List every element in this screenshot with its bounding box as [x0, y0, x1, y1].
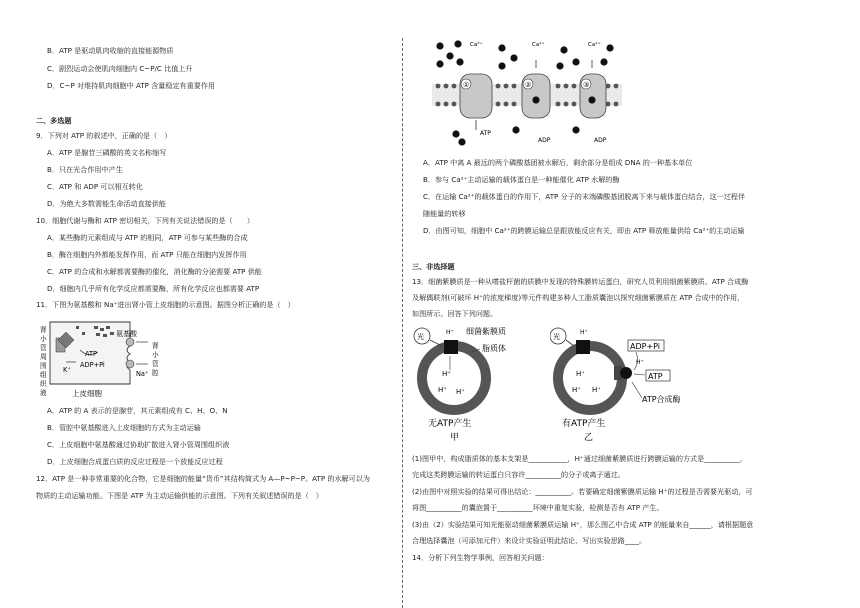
q12-stem-line2: 物质的主动运输功能。下图是 ATP 为主动运输供能的示意图。下列有关叙述错误的是（ ）: [36, 491, 323, 500]
q10-option-b: B．酶在细胞内外都能发挥作用，而 ATP 只能在细胞内发挥作用: [47, 250, 247, 259]
svg-text:腔: 腔: [152, 369, 159, 377]
q12-option-c-cont: 随能量的转移: [423, 209, 466, 218]
q11-stem: 11．下图为氨基酸和 Na⁺进出肾小管上皮细胞的示意图。据图分析正确的是（ ）: [36, 300, 295, 309]
q13b-h-right: H⁺: [636, 359, 644, 366]
svg-text:肾: 肾: [152, 342, 159, 350]
q13b-adp: ADP+Pi: [630, 342, 661, 351]
q12-option-c: C．在运输 Ca²⁺的载体蛋白的作用下，ATP 分子的末端磷酸基团脱离下来与载体蛋白结合，这一过程伴: [423, 192, 746, 201]
svg-text:小: 小: [40, 335, 47, 343]
q11-option-b: B．管腔中氨基酸进入上皮细胞的方式为主动运输: [47, 423, 201, 432]
column-divider: [402, 38, 403, 608]
q13a-h-in2: H⁺: [438, 386, 447, 394]
q8-option-b: B．ATP 是驱动肌肉收缩的直接能源物质: [47, 46, 174, 55]
q13b-result: 有ATP产生: [562, 419, 606, 429]
q9-option-b: B．只在光合作用中产生: [47, 165, 123, 174]
q13a-h-in3: H⁺: [456, 388, 465, 396]
q12-atp-label: ATP: [480, 130, 491, 137]
q11-adp-label: ADP+Pi: [80, 361, 105, 369]
svg-text:围: 围: [40, 362, 47, 370]
q12-option-b: B．参与 Ca²⁺主动运输的载体蛋白是一种能催化 ATP 水解的酶: [423, 175, 620, 184]
q13b-h-in1: H⁺: [576, 370, 585, 378]
q11-caption: 上皮细胞: [72, 389, 102, 398]
q13b-h-in2: H⁺: [572, 386, 581, 394]
q13-sub1-line1: (1)图甲中，构成脂质体的基本支架是___________，H⁺通过细菌紫膜质进行跨膜运输的方式是__________，: [412, 454, 747, 463]
q9-option-d: D．为绝大多数需能生命活动直接供能: [47, 199, 166, 208]
q13b-h-top: H⁺: [580, 329, 588, 336]
q12-adp-label-1: ADP: [538, 137, 551, 144]
q11-left-label-1: 肾: [40, 326, 47, 334]
q11-option-c: C．上皮细胞中氨基酸通过协助扩散进入肾小管周围组织液: [47, 440, 230, 449]
q12-ion-label-1: Ca²⁺: [470, 42, 483, 48]
q13-sub3-line1: (3)由（2）实验结果可知光能驱动细菌紫膜质运输 H⁺，那么图乙中合成 ATP 的能量来自______，请根据题意: [412, 520, 754, 529]
q13a-h-in1: H⁺: [442, 370, 451, 378]
q12-ion-label-3: Ca²⁺: [588, 42, 601, 48]
q8-option-c: C．剧烈运动会使肌肉细胞内 C~P/C 比值上升: [47, 64, 193, 73]
q12-label-3: ③: [583, 81, 590, 89]
q13b-tag: 乙: [584, 433, 594, 443]
q13a-liposome: 脂质体: [482, 344, 506, 353]
q12-label-1: ①: [463, 81, 470, 89]
svg-text:小: 小: [152, 351, 159, 359]
q9-option-c: C．ATP 和 ADP 可以相互转化: [47, 182, 143, 191]
q13a-light: 光: [417, 333, 424, 341]
q13b-enzyme: ATP合成酶: [642, 395, 681, 404]
svg-text:管: 管: [152, 360, 159, 368]
svg-text:组: 组: [40, 371, 47, 379]
q11-atp-label: ATP: [85, 350, 98, 358]
q14-stem: 14．分析下列生物学事例，回答相关问题：: [412, 553, 549, 562]
q12-figure-calcium-pump: [432, 38, 622, 148]
q13a-h-top: H⁺: [446, 329, 454, 336]
q13b-light: 光: [553, 333, 560, 341]
q10-stem: 10．细胞代谢与酶和 ATP 密切相关，下列有关说法错误的是（ ）: [36, 216, 254, 225]
q9-stem: 9．下列对 ATP 的叙述中，正确的是（ ）: [36, 131, 172, 140]
svg-text:织: 织: [40, 380, 47, 388]
q13-stem-line2: 及解偶联剂(可破坏 H⁺的浓度梯度)等元件构建多种人工脂质囊泡以探究细菌紫膜质在 ATP 合成中的作用，: [412, 293, 745, 302]
q13a-result: 无ATP产生: [428, 419, 472, 429]
q13-figure-a: [412, 322, 562, 446]
q13a-tag: 甲: [450, 433, 460, 443]
q11-na-label: Na⁺: [136, 370, 149, 378]
q12-adp-label-2: ADP: [594, 137, 607, 144]
q11-figure-epithelial-cell: [36, 312, 166, 400]
q8-option-d: D．C~P 对维持肌肉细胞中 ATP 含量稳定有重要作用: [47, 81, 216, 90]
q12-ion-label-2: Ca²⁺: [532, 42, 545, 48]
q10-option-c: C．ATP 的合成和水解都需要酶的催化，消化酶的分泌需要 ATP 供能: [47, 267, 262, 276]
q12-stem-line1: 12．ATP 是一种非常重要的化合物，它是细胞的能量“货币”其结构简式为 A—P~P~P。ATP 的水解可以为: [36, 474, 370, 483]
q12-label-2: ②: [525, 81, 532, 89]
q13b-h-in3: H⁺: [592, 386, 601, 394]
q10-option-a: A．某些酶的元素组成与 ATP 的相同，ATP 可参与某些酶的合成: [47, 233, 248, 242]
q11-option-d: D．上皮细胞合成蛋白质的反应过程是一个放能反应过程: [47, 457, 223, 466]
svg-text:管: 管: [40, 344, 47, 352]
section-heading-multi: 二、多选题: [36, 116, 72, 125]
q13-sub1-line2: 完成这类跨膜运输的转运蛋白只容许__________的分子或离子通过。: [412, 470, 625, 479]
q13-sub2-line1: (2)由图中对照实验的结果可得出结论：__________。若要确定细菌紫膜质运输 H⁺的过程是否需要光驱动，可: [412, 487, 753, 496]
section-heading-nonchoice: 三、非选择题: [412, 262, 455, 271]
q12-option-a: A．ATP 中离 A 最远的两个磷酸基团被水解后，剩余部分是组成 DNA 的一种基本单位: [423, 158, 693, 167]
svg-text:液: 液: [40, 389, 47, 397]
q11-aa-label: 氨基酸: [116, 330, 137, 338]
svg-text:周: 周: [40, 353, 47, 361]
q11-k-label: K⁺: [63, 366, 71, 374]
q9-option-a: A．ATP 是腺苷三磷酸的英文名称缩写: [47, 148, 167, 157]
q10-option-d: D．细胞内几乎所有化学反应都需要酶，所有化学反应也都需要 ATP: [47, 284, 260, 293]
q13-sub2-line2: 将图__________的囊泡置于__________环境中重复实验，检测是否有 ATP 产生。: [412, 503, 664, 512]
q12-option-d: D．由图可知，细胞中 Ca²⁺的跨膜运输总是跟放能反应有关，即由 ATP 释放能量供给 Ca²⁺的主动运输: [423, 226, 745, 235]
q13-sub3-line2: 合理选择囊泡（可添加元件）来设计实验证明此结论，写出实验思路____。: [412, 536, 647, 545]
q13-stem-line3: 如图所示。回答下列问题。: [412, 309, 498, 318]
q11-option-a: A．ATP 的 A 表示的是腺苷，其元素组成有 C、H、O、N: [47, 406, 228, 415]
q13-stem-line1: 13．细菌紫膜质是一种从嗜盐杆菌的质膜中发现的特殊膜转运蛋白，研究人员利用细菌紫膜质、ATP 合成酶: [412, 277, 749, 286]
q13a-protein: 细菌紫膜质: [466, 327, 506, 336]
q13-figure-b: [550, 322, 700, 446]
q13b-atp: ATP: [648, 372, 663, 381]
